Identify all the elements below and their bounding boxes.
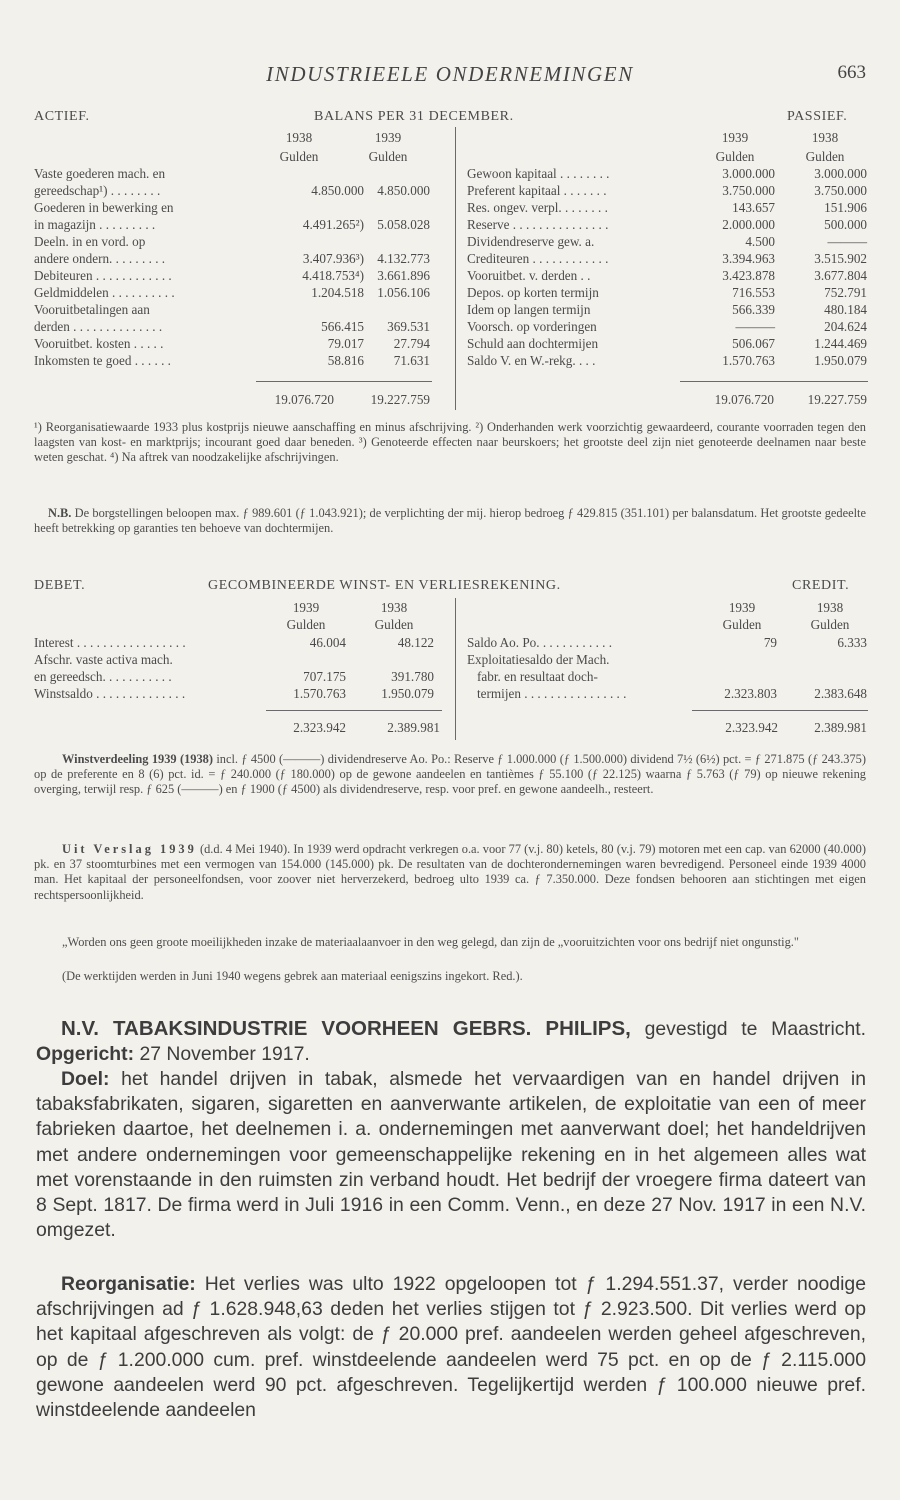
- liability-value-1938: 151.906: [824, 200, 867, 215]
- verslag-text: (d.d. 4 Mei 1940). In 1939 werd opdracht verkregen o.a. voor 77 (v.j. 80) ketels, 80 (v.j. 79) motoren met een cap. van 62000 (40.000) pk. en 37 stoomturbines met een vermogen van 154.000 (145.000) pk. De resultaten van de dochterondernemingen waren bevredigend. Personeel einde 1939 4000 man. Het kapitaal der personeelfondsen, voor zoover niet herverzekerd, bedroeg ulto 1939 ca. ƒ 7.350.000. Deze fondsen behooren aan stichtingen met eigen rechtspersoonlijkheid.: [34, 842, 867, 902]
- balance-col-unit: Gulden: [715, 149, 755, 164]
- debit-value-1939: 707.175: [303, 669, 346, 684]
- asset-value-1938: 4.418.753⁴): [302, 268, 364, 283]
- balance-right-label: PASSIEF.: [787, 109, 848, 124]
- credit-label: Saldo Ao. Po. . . . . . . . . . . .: [467, 635, 613, 650]
- asset-label: in magazijn . . . . . . . . .: [34, 217, 156, 232]
- company-intro: [36, 1016, 866, 1067]
- debit-total-1939: 2.323.942: [293, 720, 346, 735]
- asset-label: Vaste goederen mach. en: [34, 166, 166, 181]
- liability-value-1939: 506.067: [732, 336, 775, 351]
- page-number: 663: [837, 62, 866, 83]
- liability-value-1939: 3.423.878: [722, 268, 775, 283]
- liability-label: Voorsch. op vorderingen: [467, 319, 597, 334]
- asset-value-1938: 79.017: [327, 336, 364, 351]
- debit-total-1938: 2.389.981: [387, 720, 440, 735]
- liabilities-total-rule: [680, 381, 868, 382]
- doel-label: Doel:: [61, 1068, 110, 1090]
- balance-col-unit: Gulden: [279, 149, 319, 164]
- verslag-note: (De werktijden werden in Juni 1940 wegens gebrek aan materiaal eenigszins ingekort. Red.).: [62, 969, 523, 983]
- asset-label: gereedschap¹) . . . . . . . .: [34, 183, 161, 198]
- reorganisatie-label: Reorganisatie:: [61, 1273, 196, 1295]
- asset-value-1939: 4.132.773: [377, 251, 430, 266]
- liability-value-1939: 566.339: [732, 302, 775, 317]
- page-header: [34, 62, 866, 88]
- asset-value-1939: 4.850.000: [377, 183, 430, 198]
- reorganisatie-paragraph: [36, 1272, 866, 1423]
- balance-title: BALANS PER 31 DECEMBER.: [314, 109, 514, 124]
- asset-label: Debiteuren . . . . . . . . . . . .: [34, 268, 172, 283]
- verslag-quote: „Worden ons geen groote moeilijkheden inzake de materiaalaanvoer in den weg gelegd, dan zijn de „vooruitzichten voor ons bedrijf niet ongunstig.": [62, 935, 799, 949]
- credit-total-1939: 2.323.942: [725, 720, 778, 735]
- liability-value-1939: ———: [735, 319, 775, 334]
- running-title: INDUSTRIEELE ONDERNEMINGEN: [266, 62, 634, 86]
- founded-date: 27 November 1917.: [139, 1043, 310, 1066]
- asset-label: Vooruitbetalingen aan: [34, 302, 150, 317]
- liability-value-1938: 752.791: [824, 285, 867, 300]
- credit-value-1939: 79: [763, 635, 777, 650]
- liability-label: Crediteuren . . . . . . . . . . . .: [467, 251, 609, 266]
- balance-col-1938: 1938: [285, 130, 313, 145]
- liability-label: Saldo V. en W.-rekg. . . .: [467, 353, 596, 368]
- winstverdeeling-paragraph: [34, 752, 866, 798]
- assets-total-rule: [256, 381, 432, 382]
- liability-label: Reserve . . . . . . . . . . . . . . .: [467, 217, 609, 232]
- founded-label: Opgericht:: [36, 1043, 135, 1066]
- pl-col-1939: 1939: [728, 600, 756, 615]
- pl-left-label: DEBET.: [34, 578, 86, 593]
- assets-total-1938: 19.076.720: [274, 392, 334, 407]
- balance-col-unit: Gulden: [805, 149, 845, 164]
- pl-col-1939: 1939: [292, 600, 320, 615]
- asset-value-1939: 71.631: [393, 353, 430, 368]
- liability-value-1939: 4.500: [745, 234, 775, 249]
- asset-value-1939: 1.056.106: [377, 285, 430, 300]
- winstverdeeling-text: incl. ƒ 4500 (———) dividendreserve Ao. Po.: Reserve ƒ 1.000.000 (ƒ 1.500.000) dividend 7½ (6½) pct. = ƒ 271.875 (ƒ 243.375) op de preferente en 8 (6) pct. id. = ƒ 240.000 (ƒ 180.000) op de gewone aandeelen en tantièmes ƒ 55.100 (ƒ 22.125) waarna ƒ 5.763 (ƒ 79) op nieuwe rekening overging, terwijl resp. ƒ 625 (———) en ƒ 1900 (ƒ 4500) als dividendreserve, resp. voor pref. en gewone aandeelh., resteert.: [34, 752, 867, 797]
- debit-label: Afschr. vaste activa mach.: [34, 652, 173, 667]
- credit-value-1939: 2.323.803: [724, 686, 777, 701]
- asset-label: Goederen in bewerking en: [34, 200, 174, 215]
- asset-value-1939: 3.661.896: [377, 268, 430, 283]
- liability-value-1939: 1.570.763: [722, 353, 775, 368]
- reorganisatie-text: Het verlies was ulto 1922 opgeloopen tot ƒ 1.294.551.37, verder noodige afschrijvingen ad ƒ 1.628.948,63 deden het verlies stijgen tot ƒ 2.923.500. Dit verlies werd op het kapitaal afgeschreven als volgt: de ƒ 20.000 pref. aandeelen werden geheel afgeschreven, op de ƒ 1.200.000 cum. pref. winstdeelende aandeelen werd 75 pct. en op de ƒ 2.115.000 gewone aandeelen werd 90 pct. afgeschreven. Tegelijkertijd werden ƒ 100.000 nieuwe pref. winstdeelende aandeelen: [36, 1273, 866, 1422]
- liability-label: Gewoon kapitaal . . . . . . . .: [467, 166, 610, 181]
- asset-value-1939: 27.794: [393, 336, 430, 351]
- balance-footnotes: ¹) Reorganisatiewaarde 1933 plus kostprijs nieuwe aanschaffing en minus afschrijving. ²) Onderhanden werk voorzichtig gewaardeerd, courante voorraden tegen den laagsten van kost- en marktprijs; incourant goed daar beneden. ³) Genoteerde effecten naar beurskoers; het grootste deel zijn niet genoteerde deelnamen naar beste weten geschat. ⁴) Na aftrek van noodzakelijke afschrijvingen.: [34, 420, 866, 465]
- liability-value-1938: 3.750.000: [814, 183, 867, 198]
- debit-value-1938: 1.950.079: [381, 686, 434, 701]
- pl-col-1938: 1938: [816, 600, 844, 615]
- credit-value-1938: 2.383.648: [814, 686, 867, 701]
- debit-label: Interest . . . . . . . . . . . . . . . . .: [34, 635, 186, 650]
- credit-label: termijen . . . . . . . . . . . . . . . .: [477, 686, 627, 701]
- debit-label: en gereedsch. . . . . . . . . . .: [34, 669, 172, 684]
- liability-value-1938: 3.515.902: [814, 251, 867, 266]
- nb-text: De borgstellingen beloopen max. ƒ 989.601 (ƒ 1.043.921); de verplichting der mij. hierop bedroeg ƒ 429.815 (351.101) per balansdatum. Het grootste gedeelte heeft betrekking op garanties ten behoeve van dochtermijen.: [34, 506, 866, 536]
- pl-col-1938: 1938: [380, 600, 408, 615]
- debit-label: Winstsaldo . . . . . . . . . . . . . .: [34, 686, 186, 701]
- asset-value-1939: 5.058.028: [377, 217, 430, 232]
- debit-value-1939: 1.570.763: [293, 686, 346, 701]
- nb-label: N.B.: [48, 506, 72, 520]
- asset-value-1939: 369.531: [387, 319, 430, 334]
- liability-value-1938: ———: [827, 234, 867, 249]
- credit-total-1938: 2.389.981: [814, 720, 867, 735]
- pl-center-rule: [455, 598, 456, 740]
- doel-paragraph: [36, 1067, 866, 1243]
- credit-label: Exploitatiesaldo der Mach.: [467, 652, 610, 667]
- balance-left-label: ACTIEF.: [34, 109, 90, 124]
- asset-value-1938: 58.816: [327, 353, 364, 368]
- debit-value-1938: 391.780: [391, 669, 434, 684]
- pl-title: GECOMBINEERDE WINST- EN VERLIESREKENING.: [208, 578, 561, 593]
- company-name: N.V. TABAKSINDUSTRIE VOORHEEN GEBRS. PHILIPS,: [61, 1017, 631, 1040]
- pl-col-unit: Gulden: [810, 617, 850, 632]
- liability-label: Vooruitbet. v. derden . .: [467, 268, 591, 283]
- liability-value-1939: 143.657: [732, 200, 775, 215]
- asset-label: Deeln. in en vord. op: [34, 234, 146, 249]
- credit-total-rule: [692, 710, 868, 711]
- liability-label: Idem op langen termijn: [467, 302, 591, 317]
- liability-value-1939: 716.553: [732, 285, 775, 300]
- asset-value-1938: 4.491.265²): [302, 217, 364, 232]
- liability-value-1938: 480.184: [824, 302, 867, 317]
- asset-value-1938: 566.415: [321, 319, 364, 334]
- liability-value-1938: 1.244.469: [814, 336, 867, 351]
- debit-total-rule: [266, 710, 442, 711]
- liability-value-1938: 500.000: [824, 217, 867, 232]
- asset-label: Vooruitbet. kosten . . . . .: [34, 336, 164, 351]
- liabilities-total-1939: 19.076.720: [714, 392, 774, 407]
- asset-label: Inkomsten te goed . . . . . .: [34, 353, 171, 368]
- balance-col-1939: 1939: [721, 130, 749, 145]
- liability-label: Res. ongev. verpl. . . . . . . .: [467, 200, 608, 215]
- liability-label: Schuld aan dochtermijen: [467, 336, 599, 351]
- liability-value-1938: 1.950.079: [814, 353, 867, 368]
- pl-col-unit: Gulden: [286, 617, 326, 632]
- balance-center-rule: [455, 127, 456, 410]
- balance-col-1939: 1939: [374, 130, 402, 145]
- liability-label: Dividendreserve gew. a.: [467, 234, 595, 249]
- asset-label: derden . . . . . . . . . . . . . .: [34, 319, 163, 334]
- verslag-paragraph: [34, 842, 866, 903]
- credit-label: fabr. en resultaat doch-: [477, 669, 598, 684]
- liability-value-1939: 3.000.000: [722, 166, 775, 181]
- liability-value-1938: 204.624: [824, 319, 867, 334]
- asset-value-1938: 3.407.936³): [302, 251, 364, 266]
- liability-value-1939: 2.000.000: [722, 217, 775, 232]
- doel-text: het handel drijven in tabak, alsmede het vervaardigen van en handel drijven in tabaksfabrikaten, sigaren, sigaretten en aanverwante artikelen, de exploitatie van een of meer fabrieken daartoe, het deelnemen i. a. ondernemingen met aanverwant doel; het handeldrijven met andere ondernemingen voor gemeenschappelijke rekening en in het algemeen alles wat met vorenstaande in den ruimsten zin verband houdt. Het bedrijf der vroegere firma dateert van 8 Sept. 1817. De firma werd in Juli 1916 in een Comm. Venn., en deze 27 Nov. 1917 in een N.V. omgezet.: [36, 1068, 866, 1242]
- asset-label: Geldmiddelen . . . . . . . . . .: [34, 285, 175, 300]
- liability-value-1939: 3.750.000: [722, 183, 775, 198]
- pl-col-unit: Gulden: [722, 617, 762, 632]
- liability-value-1938: 3.000.000: [814, 166, 867, 181]
- liabilities-total-1938: 19.227.759: [807, 392, 867, 407]
- winstverdeeling-label: Winstverdeeling 1939 (1938): [62, 752, 213, 766]
- asset-value-1938: 1.204.518: [311, 285, 364, 300]
- company-location: gevestigd te Maastricht.: [644, 1018, 867, 1040]
- nb-paragraph: [34, 506, 866, 536]
- pl-col-unit: Gulden: [374, 617, 414, 632]
- asset-value-1938: 4.850.000: [311, 183, 364, 198]
- liability-value-1939: 3.394.963: [722, 251, 775, 266]
- credit-value-1938: 6.333: [837, 635, 867, 650]
- liability-value-1938: 3.677.804: [814, 268, 867, 283]
- debit-value-1938: 48.122: [397, 635, 434, 650]
- liability-label: Depos. op korten termijn: [467, 285, 599, 300]
- pl-right-label: CREDIT.: [792, 578, 850, 593]
- liability-label: Preferent kapitaal . . . . . . .: [467, 183, 607, 198]
- verslag-label: Uit Verslag 1939: [62, 842, 197, 856]
- balance-col-unit: Gulden: [368, 149, 408, 164]
- balance-col-1938: 1938: [811, 130, 839, 145]
- asset-label: andere ondern. . . . . . . . .: [34, 251, 166, 266]
- assets-total-1939: 19.227.759: [370, 392, 430, 407]
- debit-value-1939: 46.004: [309, 635, 346, 650]
